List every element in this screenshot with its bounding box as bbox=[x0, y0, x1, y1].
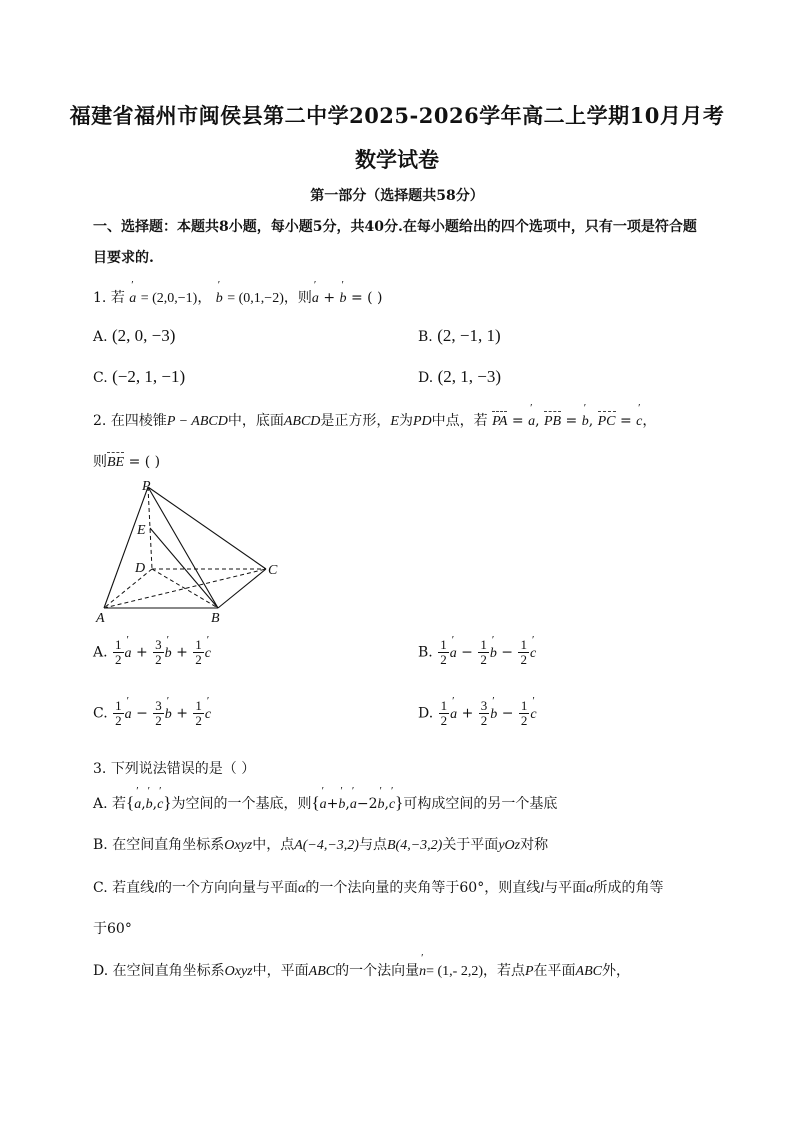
q1-option-d[interactable]: D. (2, 1, −3) bbox=[418, 367, 502, 386]
q3-option-b[interactable]: B. 在空间直角坐标系Oxyz中，点A(−4,−3,2)与点B(4,−3,2)关于平面yOz对称 bbox=[93, 837, 549, 853]
q2-option-b[interactable]: B. $\frac{1}{2}$ ′ a − $\frac{1}{2}$ ′ b − $\frac{1}{2}$ ′ c bbox=[418, 638, 536, 667]
exam-subtitle: 数学试卷 bbox=[355, 147, 439, 172]
section-instructions: 一、选择题：本题共8小题，每小题5分，共40分.在每小题给出的四个选项中，只有一项是符合题目要求的. bbox=[93, 219, 697, 266]
q3-option-d[interactable]: D. 在空间直角坐标系Oxyz中，平面ABC的一个法向量′ n= (1,- 2,2)，若点P在平面ABC外， bbox=[93, 960, 630, 980]
vertex-label-d: D bbox=[135, 561, 146, 576]
vertex-label-b: B bbox=[211, 611, 220, 626]
q1-option-b[interactable]: B. (2, −1, 1) bbox=[418, 326, 501, 345]
part-heading: 第一部分（选择题共58分） bbox=[310, 188, 484, 204]
q1-option-a[interactable]: A. (2, 0, −3) bbox=[93, 326, 176, 345]
q3-option-c-cont: 于60° bbox=[93, 921, 132, 937]
q2-option-a[interactable]: A. $\frac{1}{2}$ ′ a + $\frac{3}{2}$ ′ b + $\frac{1}{2}$ ′ c bbox=[93, 638, 211, 667]
q2-question: 则BE = ( ) bbox=[93, 454, 161, 470]
q2-option-c[interactable]: C. $\frac{1}{2}$ ′ a − $\frac{3}{2}$ ′ b + $\frac{1}{2}$ ′ c bbox=[93, 699, 211, 728]
pyramid-figure bbox=[90, 478, 290, 628]
exam-title: 福建省福州市闽侯县第二中学2025-2026学年高二上学期10月月考 bbox=[69, 103, 725, 128]
q1-stem: 1. 若 ′ a = (2,0,−1)， ′ b = (0,1,−2)，则′ a + ′ b = ( ) bbox=[93, 287, 383, 307]
vertex-label-c: C bbox=[268, 563, 278, 578]
q3-option-a[interactable]: A. 若{′ a,′ b,′ c}为空间的一个基底，则{′ a+′ b,′ a−2′ b,′ c}可构成空间的另一个基底 bbox=[93, 793, 557, 813]
q2-stem: 2. 在四棱锥P − ABCD中，底面ABCD是正方形，E为PD中点，若 PA = ′ a, PB = ′ b, PC = ′ c， bbox=[93, 410, 656, 430]
vertex-label-a: A bbox=[96, 611, 105, 626]
vertex-label-e: E bbox=[137, 523, 146, 538]
q2-option-d[interactable]: D. $\frac{1}{2}$ ′ a + $\frac{3}{2}$ ′ b − $\frac{1}{2}$ ′ c bbox=[418, 699, 537, 728]
q3-stem: 3. 下列说法错误的是（ ） bbox=[93, 761, 256, 777]
q3-option-c[interactable]: C. 若直线l的一个方向向量与平面α的一个法向量的夹角等于60°，则直线l与平面α所成的角等 bbox=[93, 880, 664, 896]
q1-option-c[interactable]: C. (−2, 1, −1) bbox=[93, 367, 186, 386]
vertex-label-p: P bbox=[142, 479, 151, 494]
